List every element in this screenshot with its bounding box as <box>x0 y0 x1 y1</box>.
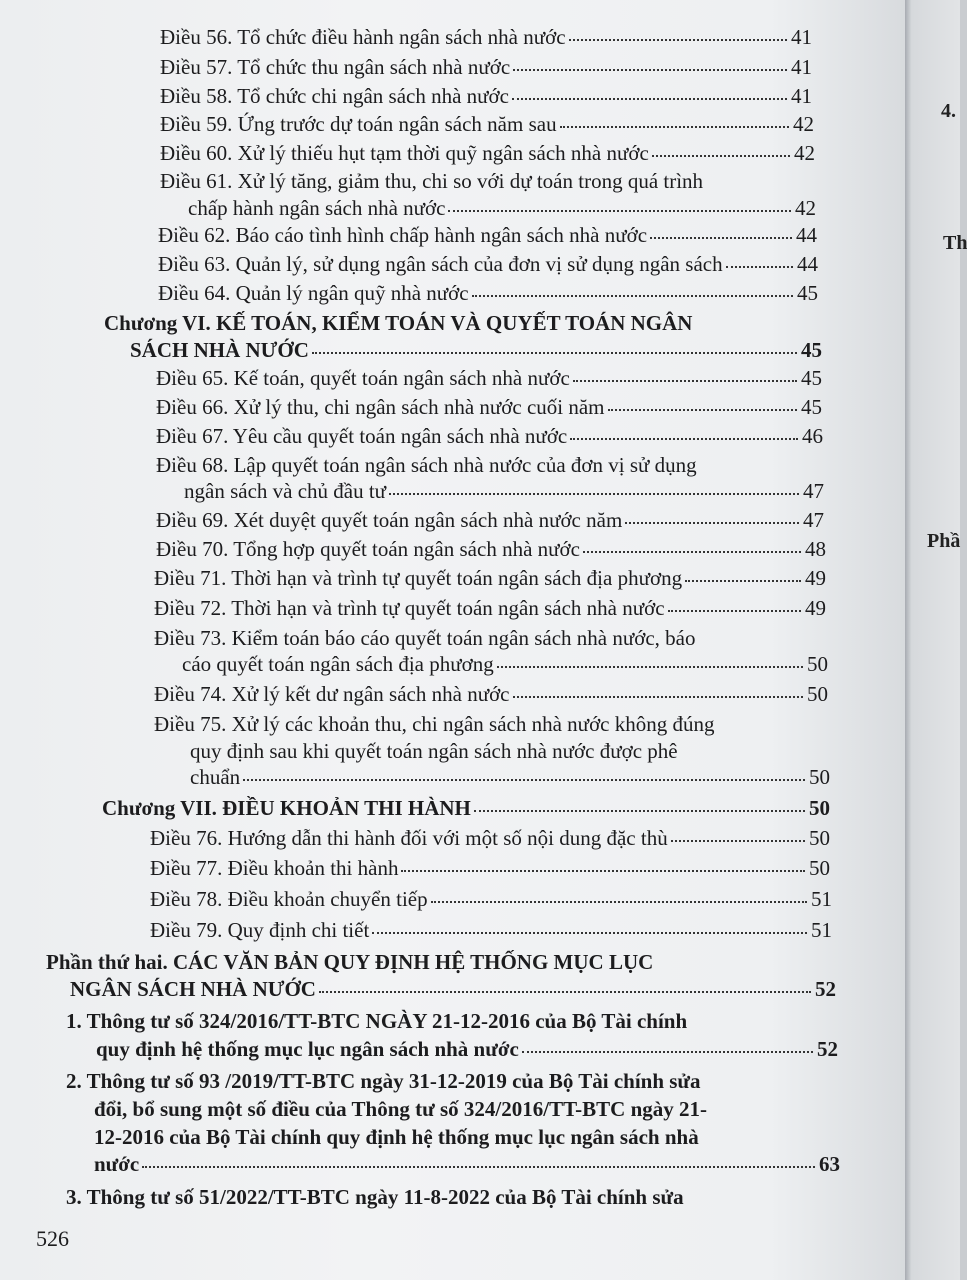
toc-entry: Điều 64. Quản lý ngân quỹ nhà nước 45 <box>158 281 818 305</box>
toc-page-number: 47 <box>803 508 824 532</box>
toc-entry: Điều 72. Thời hạn và trình tự quyết toán ngân sách nhà nước 49 <box>154 596 826 620</box>
toc-entry-line: quy định sau khi quyết toán ngân sách nhà nước được phê <box>190 739 678 763</box>
dot-leader <box>448 210 791 212</box>
dot-leader <box>685 580 801 582</box>
toc-page-number: 63 <box>819 1152 840 1176</box>
toc-entry-line: Điều 73. Kiểm toán báo cáo quyết toán ngân sách nhà nước, báo <box>154 626 696 650</box>
toc-entry: Điều 76. Hướng dẫn thi hành đối với một số nội dung đặc thù 50 <box>150 826 830 850</box>
dot-leader <box>726 266 793 268</box>
document-entry: quy định hệ thống mục lục ngân sách nhà nước 52 <box>96 1037 838 1061</box>
toc-entry: Điều 70. Tổng hợp quyết toán ngân sách nhà nước 48 <box>156 537 826 561</box>
toc-entry: Điều 58. Tổ chức chi ngân sách nhà nước 41 <box>160 84 812 108</box>
toc-entry: Điều 78. Điều khoản chuyển tiếp 51 <box>150 887 832 911</box>
toc-page-number: 46 <box>802 424 823 448</box>
toc-page-number: 49 <box>805 596 826 620</box>
adjacent-page-fragment: Phầ <box>927 530 961 552</box>
document-entry: nước 63 <box>94 1152 840 1176</box>
toc-entry: Điều 69. Xét duyệt quyết toán ngân sách nhà nước năm 47 <box>156 508 824 532</box>
toc-entry: cáo quyết toán ngân sách địa phương 50 <box>182 652 828 676</box>
toc-page-number: 44 <box>797 252 818 276</box>
toc-page-number: 42 <box>793 112 814 136</box>
dot-leader <box>372 932 807 934</box>
dot-leader <box>512 98 787 100</box>
chapter-entry: SÁCH NHÀ NƯỚC 45 <box>130 338 822 362</box>
toc-entry: Điều 56. Tổ chức điều hành ngân sách nhà nước 41 <box>160 25 812 49</box>
dot-leader <box>570 438 798 440</box>
dot-leader <box>671 840 805 842</box>
toc-page-number: 42 <box>795 196 816 220</box>
dot-leader <box>625 522 799 524</box>
part-heading: Phần thứ hai. CÁC VĂN BẢN QUY ĐỊNH HỆ THỐNG MỤC LỤC <box>46 950 654 974</box>
dot-leader <box>142 1166 815 1168</box>
toc-page-number: 44 <box>796 223 817 247</box>
dot-leader <box>573 380 797 382</box>
dot-leader <box>522 1051 813 1053</box>
toc-page-number: 50 <box>809 826 830 850</box>
toc-page-number: 41 <box>791 25 812 49</box>
dot-leader <box>472 295 793 297</box>
adjacent-page-fragment: 4. <box>941 100 956 122</box>
dot-leader <box>650 237 792 239</box>
dot-leader <box>569 39 787 41</box>
dot-leader <box>319 991 811 993</box>
toc-page-number: 50 <box>807 682 828 706</box>
chapter-heading: Chương VI. KẾ TOÁN, KIỂM TOÁN VÀ QUYẾT TOÁN NGÂN <box>104 311 693 335</box>
toc-entry: Điều 74. Xử lý kết dư ngân sách nhà nước 50 <box>154 682 828 706</box>
dot-leader <box>312 352 797 354</box>
toc-entry: chấp hành ngân sách nhà nước 42 <box>188 196 816 220</box>
dot-leader <box>652 155 790 157</box>
toc-page-number: 51 <box>811 887 832 911</box>
toc-entry-line: Điều 75. Xử lý các khoản thu, chi ngân sách nhà nước không đúng <box>154 712 715 736</box>
page-number: 526 <box>36 1226 69 1251</box>
document-entry-line: 12-2016 của Bộ Tài chính quy định hệ thống mục lục ngân sách nhà <box>94 1125 699 1149</box>
dot-leader <box>497 666 803 668</box>
toc-page-number: 48 <box>805 537 826 561</box>
chapter-entry: Chương VII. ĐIỀU KHOẢN THI HÀNH 50 <box>102 796 830 820</box>
toc-page-number: 50 <box>807 652 828 676</box>
toc-page-number: 47 <box>803 479 824 503</box>
toc-page-number: 52 <box>817 1037 838 1061</box>
toc-page-number: 50 <box>809 765 830 789</box>
dot-leader <box>513 696 803 698</box>
toc-page-number: 41 <box>791 55 812 79</box>
adjacent-page-edge <box>905 0 967 1280</box>
document-entry-line: đổi, bổ sung một số điều của Thông tư số 324/2016/TT-BTC ngày 21- <box>94 1097 707 1121</box>
toc-entry: Điều 77. Điều khoản thi hành 50 <box>150 856 830 880</box>
toc-entry: Điều 62. Báo cáo tình hình chấp hành ngân sách nhà nước 44 <box>158 223 817 247</box>
document-entry-line: 3. Thông tư số 51/2022/TT-BTC ngày 11-8-2022 của Bộ Tài chính sửa <box>66 1185 684 1209</box>
toc-page-number: 50 <box>809 856 830 880</box>
toc-entry: Điều 57. Tổ chức thu ngân sách nhà nước 41 <box>160 55 812 79</box>
dot-leader <box>474 810 805 812</box>
toc-entry: Điều 59. Ứng trước dự toán ngân sách năm sau 42 <box>160 112 814 136</box>
toc-entry-line: Điều 61. Xử lý tăng, giảm thu, chi so với dự toán trong quá trình <box>160 169 704 193</box>
toc-entry: ngân sách và chủ đầu tư 47 <box>184 479 824 503</box>
dot-leader <box>401 870 805 872</box>
toc-entry: Điều 66. Xử lý thu, chi ngân sách nhà nước cuối năm 45 <box>156 395 822 419</box>
dot-leader <box>608 409 797 411</box>
part-entry: NGÂN SÁCH NHÀ NƯỚC 52 <box>70 977 836 1001</box>
toc-page-number: 45 <box>801 395 822 419</box>
toc-entry: Điều 63. Quản lý, sử dụng ngân sách của đơn vị sử dụng ngân sách 44 <box>158 252 818 276</box>
toc-entry: Điều 71. Thời hạn và trình tự quyết toán ngân sách địa phương 49 <box>154 566 826 590</box>
toc-page-number: 51 <box>811 918 832 942</box>
dot-leader <box>560 126 789 128</box>
toc-entry: chuẩn 50 <box>190 765 830 789</box>
toc-entry: Điều 65. Kế toán, quyết toán ngân sách nhà nước 45 <box>156 366 822 390</box>
toc-entry: Điều 67. Yêu cầu quyết toán ngân sách nhà nước 46 <box>156 424 823 448</box>
dot-leader <box>668 610 801 612</box>
dot-leader <box>513 69 787 71</box>
document-entry-line: 2. Thông tư số 93 /2019/TT-BTC ngày 31-12-2019 của Bộ Tài chính sửa <box>66 1069 701 1093</box>
adjacent-page-fragment: Th <box>943 232 967 254</box>
toc-entry: Điều 60. Xử lý thiếu hụt tạm thời quỹ ngân sách nhà nước 42 <box>160 141 815 165</box>
dot-leader <box>243 779 805 781</box>
dot-leader <box>389 493 799 495</box>
toc-page-number: 49 <box>805 566 826 590</box>
toc-page-number: 45 <box>801 338 822 362</box>
toc-page-number: 42 <box>794 141 815 165</box>
toc-page-number: 45 <box>797 281 818 305</box>
toc-page-number: 52 <box>815 977 836 1001</box>
dot-leader <box>583 551 801 553</box>
toc-entry-line: Điều 68. Lập quyết toán ngân sách nhà nước của đơn vị sử dụng <box>156 453 697 477</box>
dot-leader <box>431 901 807 903</box>
document-entry-line: 1. Thông tư số 324/2016/TT-BTC NGÀY 21-12-2016 của Bộ Tài chính <box>66 1009 688 1033</box>
toc-page-number: 41 <box>791 84 812 108</box>
toc-entry: Điều 79. Quy định chi tiết 51 <box>150 918 832 942</box>
toc-page-number: 50 <box>809 796 830 820</box>
toc-page-number: 45 <box>801 366 822 390</box>
